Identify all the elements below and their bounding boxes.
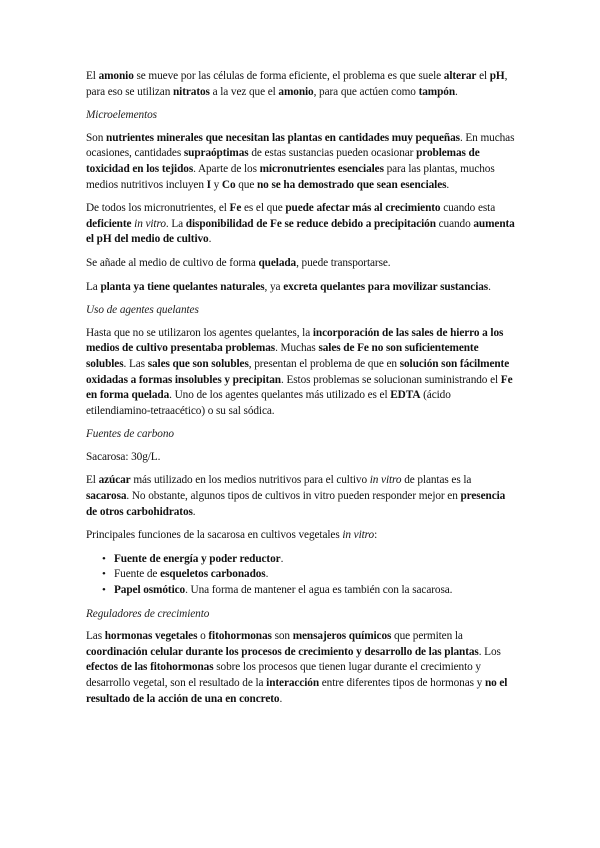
- bold-text: coordinación celular durante los procesos de crecimiento y desarrollo de las plantas: [86, 645, 479, 658]
- bold-text: deficiente: [86, 217, 132, 230]
- bullet-icon: •: [102, 584, 106, 597]
- text-run: que permiten la: [391, 630, 463, 643]
- bold-text: Fuente de energía y poder reductor: [114, 552, 281, 565]
- text-run: el: [476, 70, 490, 82]
- italic-text: in vitro: [134, 217, 166, 230]
- text-run: .: [280, 552, 284, 565]
- bold-text: micronutrientes esenciales: [259, 162, 384, 175]
- text-run: . Los: [478, 645, 501, 658]
- bold-text: presencia de otros carbohidratos: [86, 490, 506, 518]
- text-run: Hasta que no se utilizaron los agentes quelantes, la: [86, 326, 313, 339]
- text-run: . Muchas: [275, 342, 319, 355]
- text-run: El: [86, 70, 99, 82]
- text-run: para las plantas, muchos medios nutritivos incluyen: [86, 162, 495, 191]
- text-run: sobre los procesos que tienen lugar durante el crecimiento y desarrollo vegetal, son el resultado de la: [86, 661, 481, 689]
- text-run: .: [265, 568, 269, 581]
- text-run: . No obstante, algunos tipos de cultivos in vitro pueden responder mejor en: [126, 490, 461, 503]
- text-run: . En muchas ocasiones, cantidades: [86, 131, 515, 160]
- bold-text: incorporación de las sales de hierro a los medios de cultivo presentaba problemas: [86, 326, 504, 355]
- bold-text: sales que son solubles: [147, 357, 249, 370]
- section-heading: [86, 607, 516, 623]
- text-run: Son: [86, 131, 107, 144]
- text-run: son: [271, 630, 293, 643]
- text-run: .: [446, 178, 450, 191]
- section-heading: [86, 303, 516, 319]
- text-run: Uso de agentes quelantes: [86, 304, 199, 317]
- bold-text: I: [206, 178, 211, 191]
- bold-text: aumenta el pH del medio de cultivo: [86, 217, 515, 246]
- text-run: Sacarosa: 30g/L.: [86, 450, 161, 463]
- bold-text: nutrientes minerales que necesitan las plantas en cantidades muy pequeñas: [106, 131, 460, 144]
- list-item: [102, 567, 516, 583]
- text-run: La: [86, 280, 101, 293]
- text-run: .: [192, 505, 196, 518]
- text-run: a la vez que el: [209, 85, 279, 98]
- bold-text: amonio: [98, 70, 134, 82]
- bold-text: tampón: [418, 85, 456, 98]
- bold-text: solución son fácilmente oxidadas a formas insolubles y precipitan: [86, 357, 510, 386]
- text-run: de plantas es la: [401, 474, 472, 487]
- text-run: . Estos problemas se solucionan suministrando el: [281, 373, 501, 386]
- bold-text: quelada: [258, 256, 297, 269]
- text-run: , presentan el problema de que en: [248, 357, 400, 370]
- bold-text: sacarosa: [86, 490, 127, 503]
- italic-text: in vitro: [369, 474, 402, 487]
- bold-text: no el resultado de la acción de una en concreto: [86, 677, 508, 705]
- bold-text: Papel osmótico: [114, 584, 186, 597]
- text-run: El: [86, 474, 99, 487]
- paragraph: [86, 326, 516, 420]
- text-run: Microelementos: [86, 109, 157, 122]
- paragraph: [86, 629, 516, 707]
- text-run: Las: [86, 630, 105, 643]
- bold-text: Co: [221, 178, 236, 191]
- list-item: [102, 583, 516, 599]
- paragraph: [86, 280, 516, 296]
- bold-text: no se ha demostrado que sean esenciales: [257, 178, 447, 191]
- text-run: (ácido etilendiamino-tetraacético) o su sal sódica.: [86, 389, 451, 417]
- text-run: .: [279, 692, 283, 705]
- bold-text: de Fe se reduce debido a precipitación: [256, 217, 436, 230]
- text-run: Se añade al medio de cultivo de forma: [86, 256, 259, 269]
- text-run: cuando: [435, 217, 474, 230]
- text-run: que: [235, 178, 257, 191]
- paragraph: [86, 201, 516, 248]
- text-run: .: [488, 280, 491, 293]
- bold-text: efectos de las fitohormonas: [86, 661, 214, 674]
- bold-text: EDTA: [390, 389, 421, 402]
- text-run: se mueve por las células de forma eficiente, el problema es que suele: [133, 70, 444, 82]
- bold-text: supraóptimas: [183, 147, 249, 160]
- bullet-list: [86, 552, 516, 599]
- document-body: [86, 69, 516, 715]
- bold-text: esqueletos carbonados: [160, 568, 266, 581]
- section-heading: [86, 427, 516, 443]
- text-run: . La: [165, 217, 186, 230]
- bold-text: interacción: [266, 677, 320, 689]
- bold-text: azúcar: [98, 474, 131, 487]
- paragraph: [86, 131, 516, 193]
- bold-text: disponibilidad: [185, 217, 254, 230]
- bold-text: fitohormonas: [208, 630, 272, 643]
- text-run: .: [208, 233, 212, 246]
- bold-text: problemas de toxicidad en los tejidos: [86, 147, 480, 175]
- bold-text: excreta quelantes para movilizar sustancias: [283, 280, 489, 293]
- bold-text: pH: [489, 70, 505, 82]
- text-run: Reguladores de crecimiento: [86, 607, 210, 620]
- text-run: Fuentes de carbono: [86, 428, 174, 441]
- text-run: y: [210, 178, 222, 191]
- list-item: [102, 552, 516, 568]
- bold-text: hormonas vegetales: [104, 630, 198, 643]
- text-run: cuando esta: [440, 202, 496, 215]
- text-run: . Una forma de mantener el agua es también con la sacarosa.: [185, 584, 453, 597]
- bullet-icon: •: [102, 552, 106, 565]
- text-run: , para eso se utilizan: [86, 70, 508, 98]
- bold-text: nitratos: [173, 85, 210, 98]
- section-heading: [86, 108, 516, 124]
- text-run: De todos los micronutrientes, el: [86, 202, 230, 215]
- bold-text: puede afectar más al crecimiento: [285, 202, 441, 215]
- text-run: entre diferentes tipos de hormonas y: [319, 677, 485, 689]
- bold-text: Fe: [229, 202, 242, 215]
- bold-text: planta ya tiene quelantes naturales: [100, 280, 265, 293]
- text-run: de estas sustancias pueden ocasionar: [248, 147, 417, 160]
- text-run: , puede transportarse.: [296, 256, 391, 269]
- text-run: más utilizado en los medios nutritivos para el cultivo: [130, 474, 370, 487]
- text-run: . Uno de los agentes quelantes más utilizado es el: [169, 389, 391, 402]
- text-run: o: [197, 630, 209, 643]
- paragraph: [86, 528, 516, 544]
- italic-text: in vitro: [342, 529, 375, 542]
- text-run: Principales funciones de la sacarosa en cultivos vegetales: [86, 529, 343, 542]
- paragraph: [86, 473, 516, 520]
- text-run: .: [455, 85, 458, 98]
- bold-text: amonio: [278, 85, 314, 98]
- bullet-icon: •: [102, 568, 106, 581]
- bold-text: mensajeros químicos: [292, 630, 392, 643]
- paragraph: [86, 256, 516, 272]
- bold-text: sales de Fe no son suficientemente solubles: [86, 342, 479, 370]
- text-run: :: [374, 529, 378, 542]
- bold-text: alterar: [443, 70, 477, 82]
- text-run: . Aparte de los: [193, 162, 260, 175]
- text-run: es el que: [241, 202, 286, 215]
- paragraph: [86, 69, 516, 100]
- text-run: Fuente de: [114, 568, 161, 581]
- bold-text: Fe en forma quelada: [86, 373, 513, 402]
- text-run: , ya: [264, 280, 284, 293]
- paragraph: [86, 450, 516, 466]
- text-run: , para que actúen como: [313, 85, 419, 98]
- text-run: . Las: [123, 357, 148, 370]
